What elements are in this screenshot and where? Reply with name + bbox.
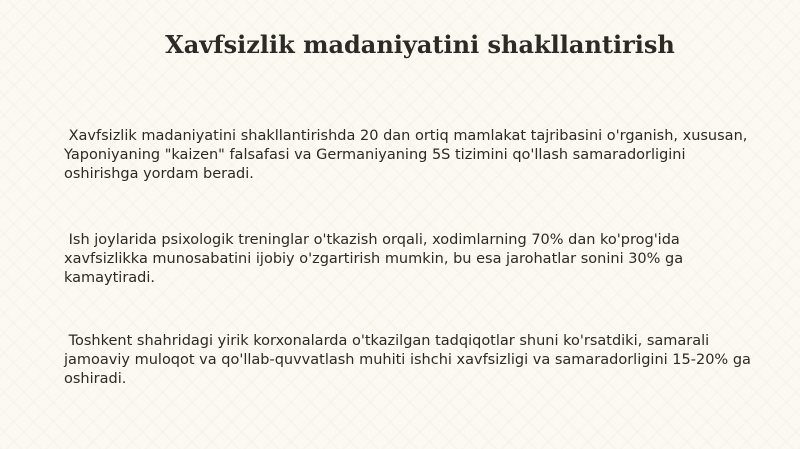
paragraph-psychological-training: Ish joylarida psixologik treninglar o'tkazish orqali, xodimlarning 70% dan ko'prog'ida xavfsizlikka munosabatini ijobiy o'zgartirish mumkin, bu esa jarohatlar sonini 30% ga kamaytiradi. [64, 232, 688, 286]
paragraph-foreign-experience: Xavfsizlik madaniyatini shakllantirishda 20 dan ortiq mamlakat tajribasini o'rganish, xususan, Yaponiyaning "kaizen" falsafasi va Germaniyaning 5S tizimini qo'llash samaradorligini oshirishga yordam beradi. [64, 128, 752, 182]
paragraph-tashkent-research: Toshkent shahridagi yirik korxonalarda o'tkazilgan tadqiqotlar shuni ko'rsatdiki, samarali jamoaviy muloqot va qo'llab-quvvatlash muhiti ishchi xavfsizligi va samaradorligini 15-20% ga oshiradi. [64, 333, 756, 387]
slide-title: Xavfsizlik madaniyatini shakllantirish [165, 30, 675, 59]
